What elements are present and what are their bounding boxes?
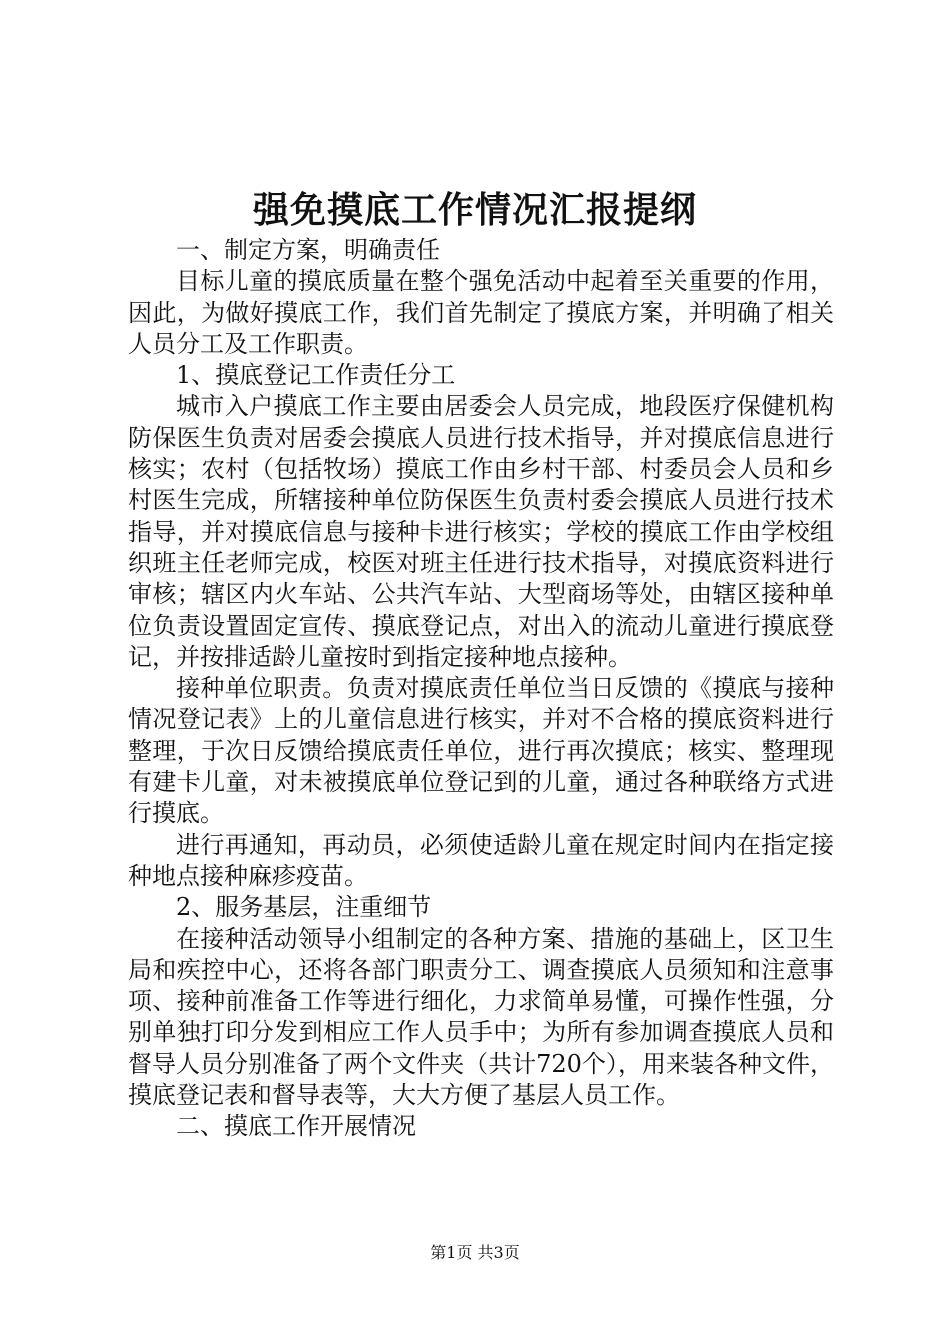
section-heading-1: 一、制定方案，明确责任 xyxy=(176,236,440,264)
paragraph-unit-duties: 接种单位职责。负责对摸底责任单位当日反馈的《摸底与接种情况登记表》上的儿童信息进行核实，并对不合格的摸底资料进行整理，于次日反馈给摸底责任单位，进行再次摸底；核实、整理现有建卡儿童，对未被摸底单位登记到的儿童，通过各种联络方式进行摸底。 xyxy=(128,674,834,828)
paragraph-intro: 目标儿童的摸底质量在整个强免活动中起着至关重要的作用，因此，为做好摸底工作，我们首先制定了摸底方案，并明确了相关人员分工及工作职责。 xyxy=(128,267,834,358)
paragraph-responsibility: 城市入户摸底工作主要由居委会人员完成，地段医疗保健机构防保医生负责对居委会摸底人员进行技术指导，并对摸底信息进行核实；农村（包括牧场）摸底工作由乡村干部、村委员会人员和乡村医生完成，所辖接种单位防保医生负责村委会摸底人员进行技术指导，并对摸底信息与接种卡进行核实；学校的摸底工作由学校组织班主任老师完成，校医对班主任进行技术指导，对摸底资料进行审核；辖区内火车站、公共汽车站、大型商场等处，由辖区接种单位负责设置固定宣传、摸底登记点，对出入的流动儿童进行摸底登记，并按排适龄儿童按时到指定接种地点接种。 xyxy=(128,392,834,671)
document-body xyxy=(128,235,834,1143)
subsection-heading-2: 2、服务基层，注重细节 xyxy=(176,893,432,922)
section-heading-2: 二、摸底工作开展情况 xyxy=(176,1112,416,1141)
subsection-heading-1: 1、摸底登记工作责任分工 xyxy=(176,361,456,390)
document-title: 强免摸底工作情况汇报提纲 xyxy=(252,189,697,231)
paragraph-notification: 进行再通知，再动员，必须使适龄儿童在规定时间内在指定接种地点接种麻疹疫苗。 xyxy=(128,830,834,890)
paragraph-service: 在接种活动领导小组制定的各种方案、措施的基础上，区卫生局和疾控中心，还将各部门职责分工、调查摸底人员须知和注意事项、接种前准备工作等进行细化，力求简单易懂，可操作性强，分别单独打印分发到相应工作人员手中；为所有参加调查摸底人员和督导人员分别准备了两个文件夹（共计720个），用来装各种文件，摸底登记表和督导表等，大大方便了基层人员工作。 xyxy=(128,924,834,1110)
page-footer: 第1页 共3页 xyxy=(430,1243,520,1262)
